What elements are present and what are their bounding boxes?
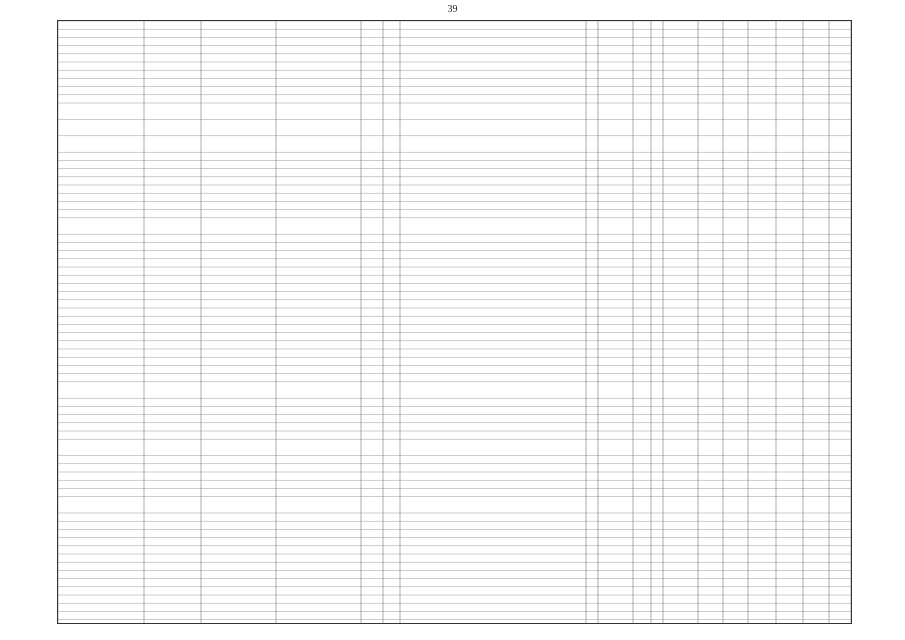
table-grid xyxy=(58,21,851,623)
page-number: 39 xyxy=(447,4,458,15)
repair-schedule-table xyxy=(57,20,852,624)
